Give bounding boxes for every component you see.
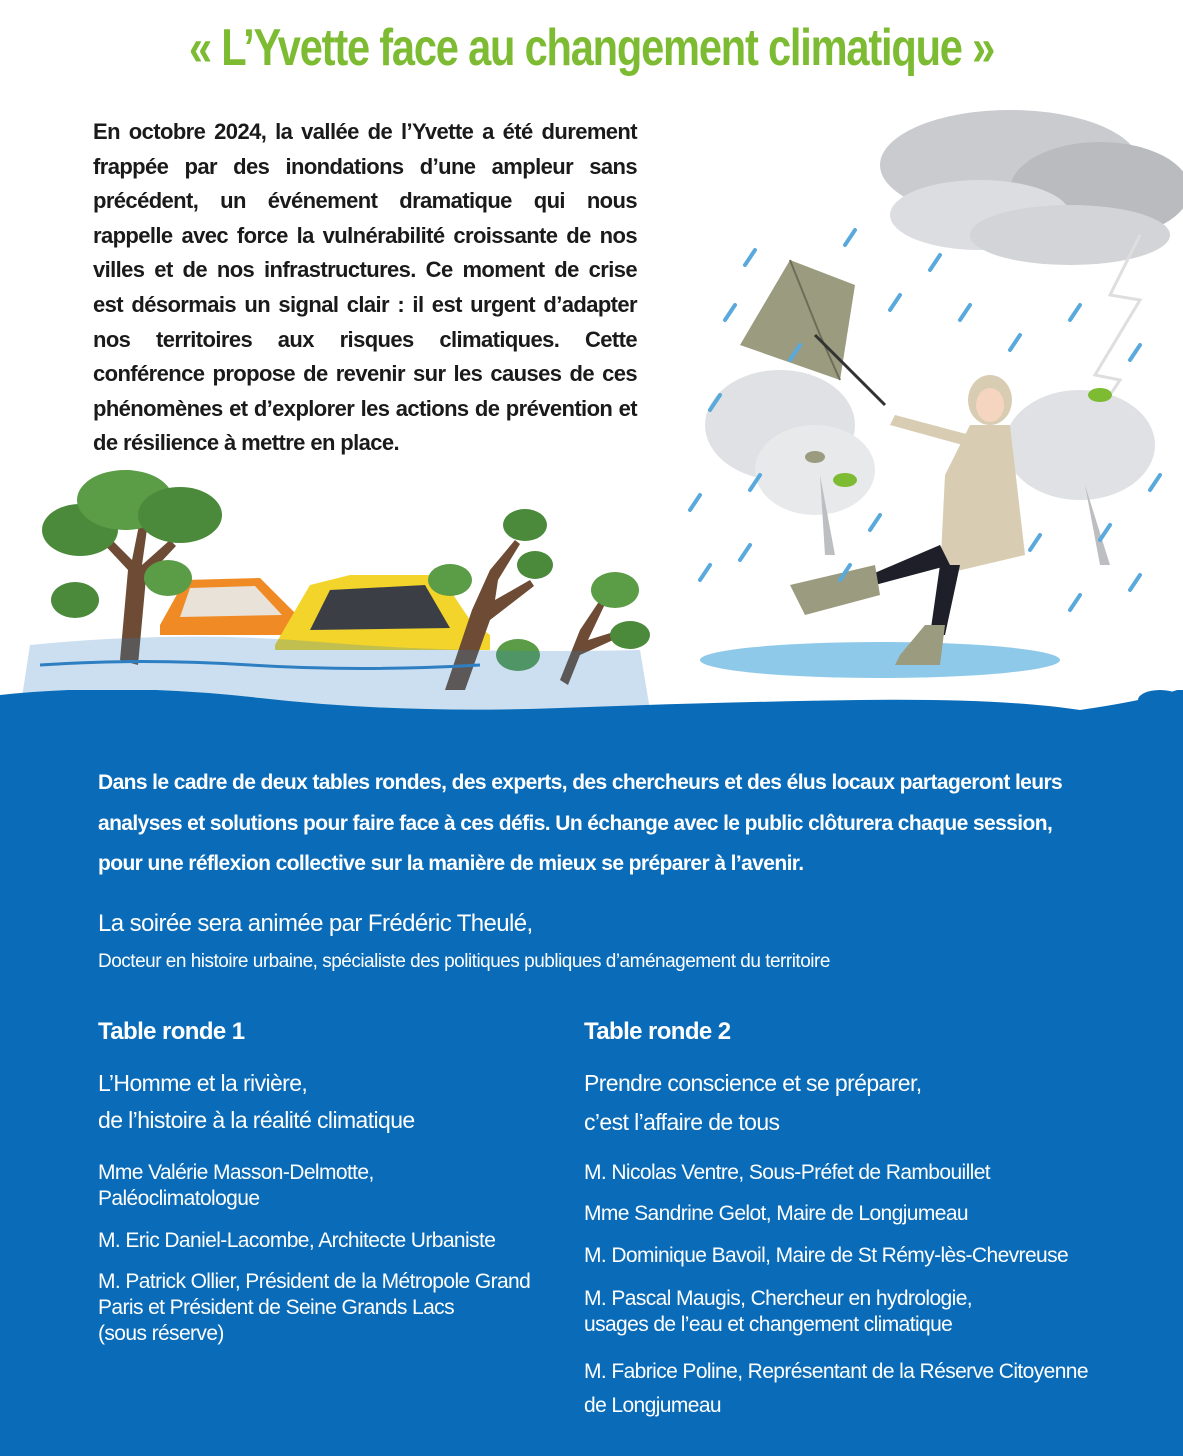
speaker-line: Mme Valérie Masson-Delmotte,	[98, 1161, 374, 1184]
table2-title: Table ronde 2	[584, 1018, 731, 1045]
speaker-line: Paris et Président de Seine Grands Lacs	[98, 1296, 454, 1319]
speaker-line: M. Eric Daniel-Lacombe, Architecte Urbaniste	[98, 1229, 496, 1252]
speaker-line: M. Fabrice Poline, Représentant de la Réserve Citoyenne	[584, 1360, 1088, 1383]
table1-title: Table ronde 1	[98, 1018, 245, 1045]
panel-description: Dans le cadre de deux tables rondes, des experts, des chercheurs et des élus locaux partageront leurs analyses et solutions pour faire face à ces défis. Un échange avec le public clôturera chaque session, pour une réflexion collective sur la manière de mieux se préparer à l’avenir.	[98, 771, 1063, 875]
speaker-line: M. Nicolas Ventre, Sous-Préfet de Rambouillet	[584, 1161, 991, 1184]
speaker-line: Paléoclimatologue	[98, 1187, 260, 1210]
speaker-line: M. Patrick Ollier, Président de la Métropole Grand	[98, 1270, 531, 1293]
host-description: Docteur en histoire urbaine, spécialiste des politiques publiques d’aménagement du territoire	[98, 951, 830, 972]
speaker-line: M. Pascal Maugis, Chercheur en hydrologie,	[584, 1287, 973, 1310]
table1-subtitle-1: L’Homme et la rivière,	[98, 1070, 308, 1096]
table1-speaker-3	[98, 1269, 530, 1347]
speaker-line: (sous réserve)	[98, 1322, 224, 1345]
speaker-line: usages de l’eau et changement climatique	[584, 1313, 953, 1336]
table2-speaker-5	[584, 1355, 1088, 1423]
table2-speaker-1	[584, 1160, 990, 1186]
storm-illustration	[640, 95, 1183, 685]
table1-subtitle-2: de l’histoire à la réalité climatique	[98, 1107, 415, 1133]
host-line: La soirée sera animée par Frédéric Theulé,	[98, 910, 533, 937]
table2-subtitle-2: c’est l’affaire de tous	[584, 1109, 780, 1135]
speaker-line: Mme Sandrine Gelot, Maire de Longjumeau	[584, 1202, 968, 1225]
table2-subtitle-1: Prendre conscience et se préparer,	[584, 1070, 922, 1096]
speaker-line: M. Dominique Bavoil, Maire de St Rémy-lès-Chevreuse	[584, 1244, 1069, 1267]
table1-speaker-2	[98, 1228, 495, 1254]
table2-speaker-2	[584, 1201, 968, 1227]
table1-speaker-1	[98, 1160, 374, 1212]
page-title: « L’Yvette face au changement climatique »	[188, 19, 995, 77]
table2-speaker-4	[584, 1286, 972, 1338]
speaker-line: de Longjumeau	[584, 1394, 721, 1417]
intro-paragraph: En octobre 2024, la vallée de l’Yvette a été durement frappée par des inondations d’une ampleur sans précédent, un événement dramatique qui nous rappelle avec force la vulnérabilité croissante de nos villes et de nos infrastructures. Ce moment de crise est désormais un signal clair : il est urgent d’adapter nos territoires aux risques climatiques. Cette conférence propose de revenir sur les causes de ces phénomènes et d’explorer les actions de prévention et de résilience à mettre en place.	[93, 119, 637, 456]
flood-illustration	[20, 460, 660, 710]
table2-speaker-3	[584, 1243, 1068, 1269]
